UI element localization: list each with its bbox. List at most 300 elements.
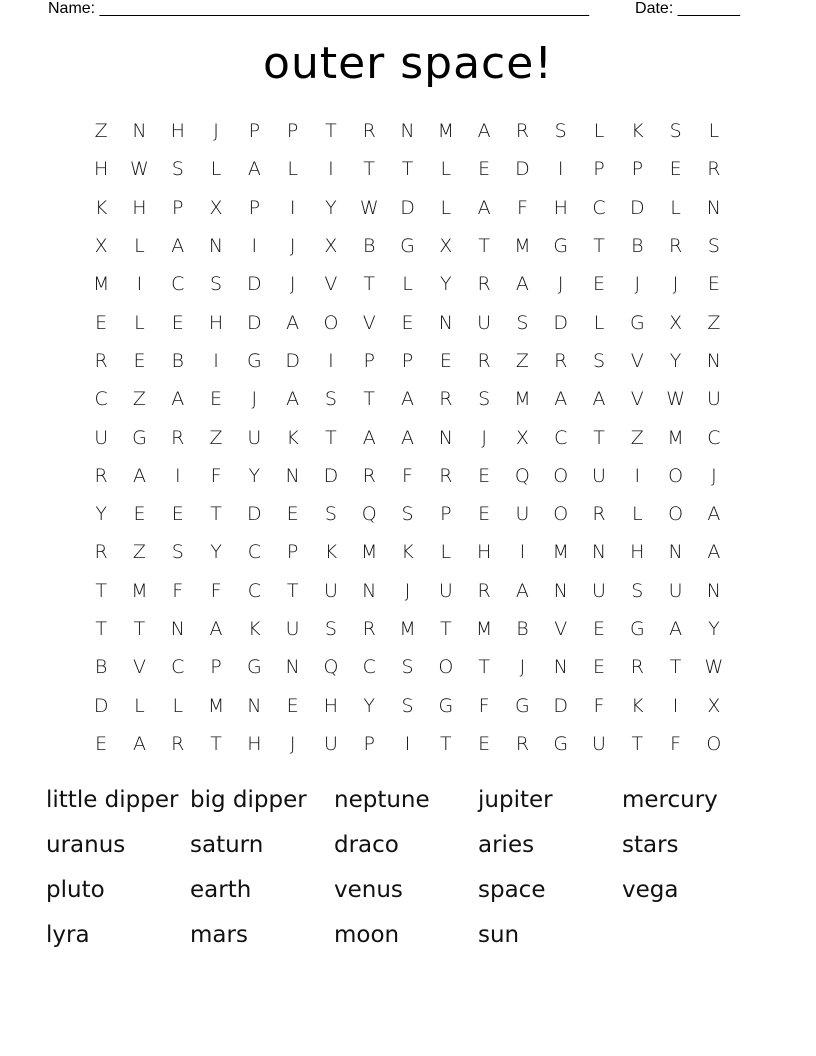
- grid-letter[interactable]: J: [519, 656, 526, 679]
- grid-letter[interactable]: S: [669, 120, 682, 143]
- grid-letter[interactable]: N: [170, 618, 185, 640]
- grid-letter[interactable]: E: [593, 618, 606, 640]
- grid-letter[interactable]: A: [554, 388, 568, 411]
- grid-letter[interactable]: O: [438, 656, 454, 679]
- grid-letter[interactable]: U: [285, 618, 300, 640]
- grid-letter[interactable]: L: [287, 158, 298, 181]
- grid-letter[interactable]: K: [324, 541, 338, 564]
- grid-letter[interactable]: O: [668, 464, 684, 487]
- grid-letter[interactable]: N: [400, 120, 415, 143]
- grid-letter[interactable]: K: [631, 120, 644, 143]
- word-list-item: vega: [622, 877, 679, 903]
- grid-letter[interactable]: L: [134, 235, 145, 258]
- grid-letter[interactable]: F: [593, 694, 605, 717]
- grid-letter[interactable]: X: [324, 235, 338, 258]
- grid-letter[interactable]: B: [631, 235, 644, 258]
- grid-letter[interactable]: X: [94, 235, 108, 258]
- grid-letter[interactable]: Y: [248, 464, 261, 487]
- grid-letter[interactable]: A: [209, 618, 223, 640]
- grid-letter[interactable]: N: [591, 541, 607, 564]
- grid-letter[interactable]: P: [401, 349, 414, 372]
- grid-letter[interactable]: X: [707, 694, 721, 717]
- grid-letter[interactable]: S: [401, 503, 414, 526]
- grid-letter[interactable]: E: [593, 273, 606, 296]
- grid-letter[interactable]: A: [247, 158, 261, 181]
- grid-letter[interactable]: G: [400, 235, 415, 258]
- grid-letter[interactable]: N: [706, 196, 721, 219]
- grid-letter[interactable]: P: [363, 732, 375, 755]
- grid-letter[interactable]: V: [554, 618, 568, 640]
- grid-letter[interactable]: I: [251, 235, 258, 258]
- grid-letter[interactable]: O: [668, 503, 684, 526]
- grid-letter[interactable]: G: [515, 694, 530, 717]
- grid-letter[interactable]: T: [669, 656, 682, 679]
- grid-letter[interactable]: T: [95, 579, 107, 602]
- grid-letter[interactable]: J: [289, 732, 296, 755]
- grid-letter[interactable]: N: [553, 579, 568, 602]
- grid-letter[interactable]: R: [515, 120, 530, 143]
- grid-letter[interactable]: R: [94, 464, 108, 487]
- grid-letter[interactable]: W: [130, 158, 149, 181]
- grid-letter[interactable]: M: [131, 579, 148, 602]
- grid-letter[interactable]: A: [401, 426, 415, 449]
- word-list-item: jupiter: [478, 787, 553, 813]
- grid-letter[interactable]: V: [630, 349, 644, 372]
- grid-letter[interactable]: T: [363, 388, 376, 411]
- grid-letter[interactable]: N: [132, 120, 147, 143]
- grid-letter[interactable]: Q: [514, 464, 530, 487]
- grid-letter[interactable]: P: [210, 656, 222, 679]
- grid-letter[interactable]: D: [515, 158, 530, 181]
- grid-letter[interactable]: M: [475, 618, 493, 640]
- grid-letter[interactable]: D: [629, 196, 645, 219]
- grid-letter[interactable]: E: [401, 311, 414, 334]
- grid-letter[interactable]: S: [171, 541, 184, 564]
- grid-letter[interactable]: R: [592, 503, 606, 526]
- grid-letter[interactable]: S: [324, 618, 337, 640]
- grid-letter[interactable]: U: [94, 426, 109, 449]
- grid-letter[interactable]: L: [440, 541, 452, 564]
- grid-letter[interactable]: P: [440, 503, 452, 526]
- grid-letter[interactable]: A: [707, 541, 721, 564]
- grid-letter[interactable]: C: [171, 656, 185, 679]
- grid-letter[interactable]: E: [593, 656, 606, 679]
- grid-letter[interactable]: S: [631, 579, 644, 602]
- grid-letter[interactable]: R: [171, 732, 185, 755]
- grid-letter[interactable]: H: [323, 694, 339, 717]
- grid-letter[interactable]: X: [209, 196, 223, 219]
- grid-letter[interactable]: D: [247, 311, 262, 334]
- grid-letter[interactable]: E: [707, 273, 720, 296]
- grid-letter[interactable]: Y: [325, 196, 337, 219]
- grid-letter[interactable]: C: [554, 426, 568, 449]
- grid-letter[interactable]: W: [704, 656, 724, 679]
- grid-letter[interactable]: U: [592, 464, 606, 487]
- grid-letter[interactable]: E: [478, 464, 491, 487]
- grid-letter[interactable]: E: [286, 694, 299, 717]
- word-list-item: mercury: [622, 787, 718, 813]
- grid-letter[interactable]: L: [593, 311, 605, 334]
- grid-letter[interactable]: Y: [210, 541, 222, 564]
- grid-letter[interactable]: F: [402, 464, 413, 487]
- grid-letter[interactable]: I: [328, 158, 334, 181]
- grid-letter[interactable]: S: [401, 694, 414, 717]
- grid-letter[interactable]: A: [171, 388, 185, 411]
- grid-letter[interactable]: N: [362, 579, 377, 602]
- grid-letter[interactable]: D: [323, 464, 339, 487]
- grid-letter[interactable]: P: [363, 349, 375, 372]
- grid-letter[interactable]: E: [478, 732, 491, 755]
- grid-letter[interactable]: S: [324, 503, 337, 526]
- grid-letter[interactable]: U: [592, 579, 606, 602]
- grid-letter[interactable]: T: [478, 235, 490, 258]
- grid-letter[interactable]: N: [208, 235, 224, 258]
- grid-letter[interactable]: M: [207, 694, 225, 717]
- grid-letter[interactable]: B: [171, 349, 184, 372]
- grid-letter[interactable]: U: [323, 579, 338, 602]
- grid-letter[interactable]: J: [711, 464, 717, 487]
- grid-letter[interactable]: I: [557, 158, 564, 181]
- grid-letter[interactable]: C: [247, 579, 261, 602]
- grid-letter[interactable]: R: [477, 579, 491, 602]
- grid-letter[interactable]: T: [210, 503, 222, 526]
- grid-letter[interactable]: T: [363, 273, 376, 296]
- grid-letter[interactable]: D: [93, 694, 109, 717]
- grid-letter[interactable]: A: [401, 388, 415, 411]
- grid-letter[interactable]: F: [210, 579, 222, 602]
- grid-letter[interactable]: N: [285, 464, 300, 487]
- grid-letter[interactable]: X: [439, 235, 453, 258]
- grid-letter[interactable]: J: [213, 120, 219, 143]
- grid-letter[interactable]: J: [672, 273, 679, 296]
- grid-letter[interactable]: O: [553, 503, 569, 526]
- grid-letter[interactable]: A: [477, 196, 491, 219]
- grid-letter[interactable]: R: [439, 464, 453, 487]
- grid-letter[interactable]: G: [629, 618, 645, 640]
- grid-letter[interactable]: G: [246, 656, 262, 679]
- grid-letter[interactable]: R: [515, 732, 530, 755]
- grid-letter[interactable]: R: [630, 656, 644, 679]
- grid-letter[interactable]: M: [92, 273, 110, 296]
- grid-letter[interactable]: A: [132, 464, 146, 487]
- grid-letter[interactable]: U: [247, 426, 262, 449]
- grid-letter[interactable]: D: [247, 273, 262, 296]
- grid-letter[interactable]: L: [670, 196, 681, 219]
- grid-letter[interactable]: Z: [94, 120, 108, 143]
- grid-letter[interactable]: D: [247, 503, 262, 526]
- grid-letter[interactable]: C: [592, 196, 606, 219]
- grid-letter[interactable]: A: [515, 579, 529, 602]
- name-field-label: Name: _______________________________________________________: [48, 0, 589, 17]
- grid-letter[interactable]: L: [440, 196, 452, 219]
- grid-letter[interactable]: E: [95, 311, 108, 334]
- grid-letter[interactable]: E: [210, 388, 223, 411]
- grid-letter[interactable]: A: [707, 503, 721, 526]
- grid-letter[interactable]: L: [593, 120, 605, 143]
- grid-letter[interactable]: T: [325, 120, 337, 143]
- grid-letter[interactable]: X: [669, 311, 683, 334]
- grid-letter[interactable]: L: [210, 158, 222, 181]
- grid-letter[interactable]: L: [134, 694, 145, 717]
- grid-letter[interactable]: B: [363, 235, 376, 258]
- grid-letter[interactable]: E: [171, 311, 184, 334]
- grid-letter[interactable]: V: [362, 311, 376, 334]
- grid-letter[interactable]: E: [133, 503, 146, 526]
- grid-letter[interactable]: K: [286, 426, 299, 449]
- grid-letter[interactable]: R: [94, 349, 108, 372]
- grid-letter[interactable]: P: [631, 158, 644, 181]
- grid-letter[interactable]: S: [171, 158, 184, 181]
- grid-letter[interactable]: F: [670, 732, 682, 755]
- word-list-item: little dipper: [46, 787, 179, 813]
- grid-letter[interactable]: J: [404, 579, 411, 602]
- grid-letter[interactable]: L: [708, 120, 720, 143]
- grid-letter[interactable]: Y: [363, 694, 376, 717]
- grid-letter[interactable]: G: [553, 732, 569, 755]
- grid-letter[interactable]: N: [706, 349, 721, 372]
- grid-letter[interactable]: H: [476, 541, 492, 564]
- grid-letter[interactable]: T: [401, 158, 414, 181]
- grid-letter[interactable]: J: [634, 273, 641, 296]
- grid-letter[interactable]: H: [132, 196, 147, 219]
- grid-letter[interactable]: I: [136, 273, 143, 296]
- grid-letter[interactable]: I: [404, 732, 411, 755]
- grid-letter[interactable]: E: [478, 503, 491, 526]
- grid-letter[interactable]: S: [401, 656, 414, 679]
- grid-letter[interactable]: J: [289, 235, 296, 258]
- grid-letter[interactable]: P: [172, 196, 184, 219]
- grid-letter[interactable]: A: [669, 618, 683, 640]
- page-title: outer space!: [263, 38, 553, 89]
- grid-letter[interactable]: L: [632, 503, 643, 526]
- grid-letter[interactable]: R: [171, 426, 185, 449]
- grid-letter[interactable]: T: [210, 732, 222, 755]
- grid-letter[interactable]: I: [328, 349, 334, 372]
- grid-letter[interactable]: F: [478, 694, 490, 717]
- grid-letter[interactable]: W: [359, 196, 379, 219]
- grid-letter[interactable]: R: [362, 464, 376, 487]
- grid-letter[interactable]: G: [629, 311, 645, 334]
- grid-letter[interactable]: T: [95, 618, 107, 640]
- grid-letter[interactable]: Q: [361, 503, 377, 526]
- grid-letter[interactable]: J: [251, 388, 258, 411]
- grid-letter[interactable]: C: [247, 541, 261, 564]
- grid-letter[interactable]: Z: [630, 426, 644, 449]
- grid-letter[interactable]: S: [554, 120, 567, 143]
- grid-letter[interactable]: M: [399, 618, 416, 640]
- grid-letter[interactable]: N: [553, 656, 568, 679]
- grid-letter[interactable]: K: [94, 196, 108, 219]
- grid-letter[interactable]: T: [325, 426, 337, 449]
- grid-letter[interactable]: G: [438, 694, 454, 717]
- word-list-item: saturn: [190, 832, 264, 858]
- grid-letter[interactable]: S: [707, 235, 720, 258]
- grid-letter[interactable]: U: [323, 732, 338, 755]
- grid-letter[interactable]: T: [593, 426, 605, 449]
- grid-letter[interactable]: T: [133, 618, 146, 640]
- grid-letter[interactable]: U: [706, 388, 721, 411]
- grid-letter[interactable]: G: [132, 426, 147, 449]
- word-list-item: draco: [334, 832, 399, 858]
- grid-letter[interactable]: L: [440, 158, 452, 181]
- word-search-grid: [82, 112, 733, 763]
- grid-letter[interactable]: Z: [707, 311, 721, 334]
- grid-letter[interactable]: M: [667, 426, 684, 449]
- grid-letter[interactable]: I: [519, 541, 526, 564]
- grid-letter[interactable]: A: [286, 311, 300, 334]
- grid-letter[interactable]: N: [706, 579, 721, 602]
- grid-letter[interactable]: U: [438, 579, 453, 602]
- grid-letter[interactable]: E: [95, 732, 108, 755]
- grid-letter[interactable]: D: [553, 311, 569, 334]
- grid-letter[interactable]: R: [439, 388, 453, 411]
- grid-letter[interactable]: P: [248, 196, 261, 219]
- grid-letter[interactable]: T: [363, 158, 376, 181]
- grid-letter[interactable]: A: [362, 426, 376, 449]
- grid-letter[interactable]: I: [634, 464, 641, 487]
- grid-letter[interactable]: R: [94, 541, 108, 564]
- grid-letter[interactable]: M: [437, 120, 455, 143]
- grid-letter[interactable]: Z: [132, 541, 146, 564]
- word-list-item: stars: [622, 832, 679, 858]
- grid-letter[interactable]: A: [171, 235, 185, 258]
- grid-letter[interactable]: K: [631, 694, 644, 717]
- grid-letter[interactable]: N: [247, 694, 262, 717]
- grid-letter[interactable]: C: [707, 426, 721, 449]
- grid-letter[interactable]: R: [554, 349, 568, 372]
- grid-letter[interactable]: O: [553, 464, 569, 487]
- grid-letter[interactable]: V: [630, 388, 644, 411]
- grid-letter[interactable]: D: [400, 196, 415, 219]
- grid-letter[interactable]: X: [515, 426, 529, 449]
- grid-letter[interactable]: A: [132, 732, 146, 755]
- grid-letter[interactable]: T: [286, 579, 299, 602]
- grid-letter[interactable]: S: [478, 388, 491, 411]
- grid-letter[interactable]: L: [172, 694, 184, 717]
- grid-letter[interactable]: S: [516, 311, 529, 334]
- grid-letter[interactable]: E: [478, 158, 491, 181]
- grid-letter[interactable]: E: [171, 503, 184, 526]
- grid-letter[interactable]: B: [94, 656, 108, 679]
- grid-letter[interactable]: V: [324, 273, 338, 296]
- grid-letter[interactable]: G: [553, 235, 569, 258]
- grid-letter[interactable]: I: [672, 694, 679, 717]
- grid-letter[interactable]: F: [172, 579, 184, 602]
- grid-letter[interactable]: M: [552, 541, 569, 564]
- grid-letter[interactable]: E: [133, 349, 146, 372]
- grid-letter[interactable]: R: [477, 273, 491, 296]
- grid-letter[interactable]: T: [440, 618, 452, 640]
- grid-letter[interactable]: E: [669, 158, 682, 181]
- grid-letter[interactable]: H: [170, 120, 185, 143]
- grid-letter[interactable]: P: [593, 158, 605, 181]
- word-list-item: lyra: [46, 922, 90, 948]
- grid-letter[interactable]: S: [324, 388, 337, 411]
- grid-letter[interactable]: A: [477, 120, 491, 143]
- grid-letter[interactable]: H: [208, 311, 224, 334]
- grid-letter[interactable]: O: [706, 732, 722, 755]
- grid-letter[interactable]: S: [592, 349, 606, 372]
- grid-letter[interactable]: A: [286, 388, 300, 411]
- grid-letter[interactable]: M: [361, 541, 378, 564]
- grid-letter[interactable]: H: [630, 541, 645, 564]
- grid-letter[interactable]: I: [213, 349, 219, 372]
- grid-letter[interactable]: C: [94, 388, 108, 411]
- grid-letter[interactable]: D: [553, 694, 569, 717]
- grid-letter[interactable]: A: [592, 388, 606, 411]
- grid-letter[interactable]: U: [515, 503, 530, 526]
- grid-letter[interactable]: P: [286, 120, 299, 143]
- grid-letter[interactable]: R: [477, 349, 491, 372]
- grid-letter[interactable]: R: [707, 158, 721, 181]
- grid-letter[interactable]: C: [362, 656, 376, 679]
- grid-letter[interactable]: L: [134, 311, 145, 334]
- grid-letter[interactable]: H: [94, 158, 109, 181]
- grid-letter[interactable]: W: [666, 388, 685, 411]
- grid-letter[interactable]: R: [362, 120, 376, 143]
- grid-letter[interactable]: T: [631, 732, 644, 755]
- grid-letter[interactable]: Y: [669, 349, 682, 372]
- grid-letter[interactable]: Z: [515, 349, 529, 372]
- grid-letter[interactable]: T: [478, 656, 490, 679]
- grid-letter[interactable]: T: [440, 732, 452, 755]
- grid-letter[interactable]: J: [289, 273, 296, 296]
- grid-letter[interactable]: Q: [323, 656, 339, 679]
- grid-letter[interactable]: R: [362, 618, 376, 640]
- grid-letter[interactable]: C: [171, 273, 185, 296]
- grid-letter[interactable]: D: [285, 349, 300, 372]
- grid-letter[interactable]: B: [516, 618, 529, 640]
- grid-letter[interactable]: N: [285, 656, 300, 679]
- grid-letter[interactable]: E: [439, 349, 452, 372]
- grid-letter[interactable]: S: [210, 273, 223, 296]
- grid-letter[interactable]: F: [210, 464, 222, 487]
- grid-letter[interactable]: N: [438, 311, 453, 334]
- grid-letter[interactable]: Y: [440, 273, 452, 296]
- grid-letter[interactable]: J: [481, 426, 487, 449]
- grid-letter[interactable]: K: [248, 618, 261, 640]
- grid-letter[interactable]: O: [323, 311, 339, 334]
- grid-letter[interactable]: M: [514, 388, 531, 411]
- grid-letter[interactable]: U: [668, 579, 683, 602]
- grid-letter[interactable]: U: [592, 732, 606, 755]
- grid-letter[interactable]: L: [402, 273, 413, 296]
- grid-letter[interactable]: Y: [708, 618, 720, 640]
- grid-letter[interactable]: I: [289, 196, 296, 219]
- grid-letter[interactable]: N: [438, 426, 453, 449]
- grid-letter[interactable]: R: [669, 235, 683, 258]
- grid-letter[interactable]: Y: [95, 503, 107, 526]
- grid-letter[interactable]: G: [246, 349, 262, 372]
- grid-letter[interactable]: H: [553, 196, 568, 219]
- grid-letter[interactable]: Z: [132, 388, 146, 411]
- grid-letter[interactable]: T: [593, 235, 605, 258]
- grid-letter[interactable]: V: [132, 656, 146, 679]
- grid-letter[interactable]: U: [477, 311, 492, 334]
- grid-letter[interactable]: H: [247, 732, 262, 755]
- grid-letter[interactable]: J: [557, 273, 564, 296]
- grid-letter[interactable]: Z: [209, 426, 223, 449]
- grid-letter[interactable]: K: [401, 541, 414, 564]
- grid-letter[interactable]: I: [174, 464, 181, 487]
- grid-letter[interactable]: E: [286, 503, 299, 526]
- grid-letter[interactable]: P: [286, 541, 299, 564]
- grid-letter[interactable]: A: [515, 273, 529, 296]
- grid-letter[interactable]: N: [668, 541, 683, 564]
- grid-letter[interactable]: M: [514, 235, 531, 258]
- grid-letter[interactable]: F: [516, 196, 528, 219]
- grid-letter[interactable]: P: [248, 120, 261, 143]
